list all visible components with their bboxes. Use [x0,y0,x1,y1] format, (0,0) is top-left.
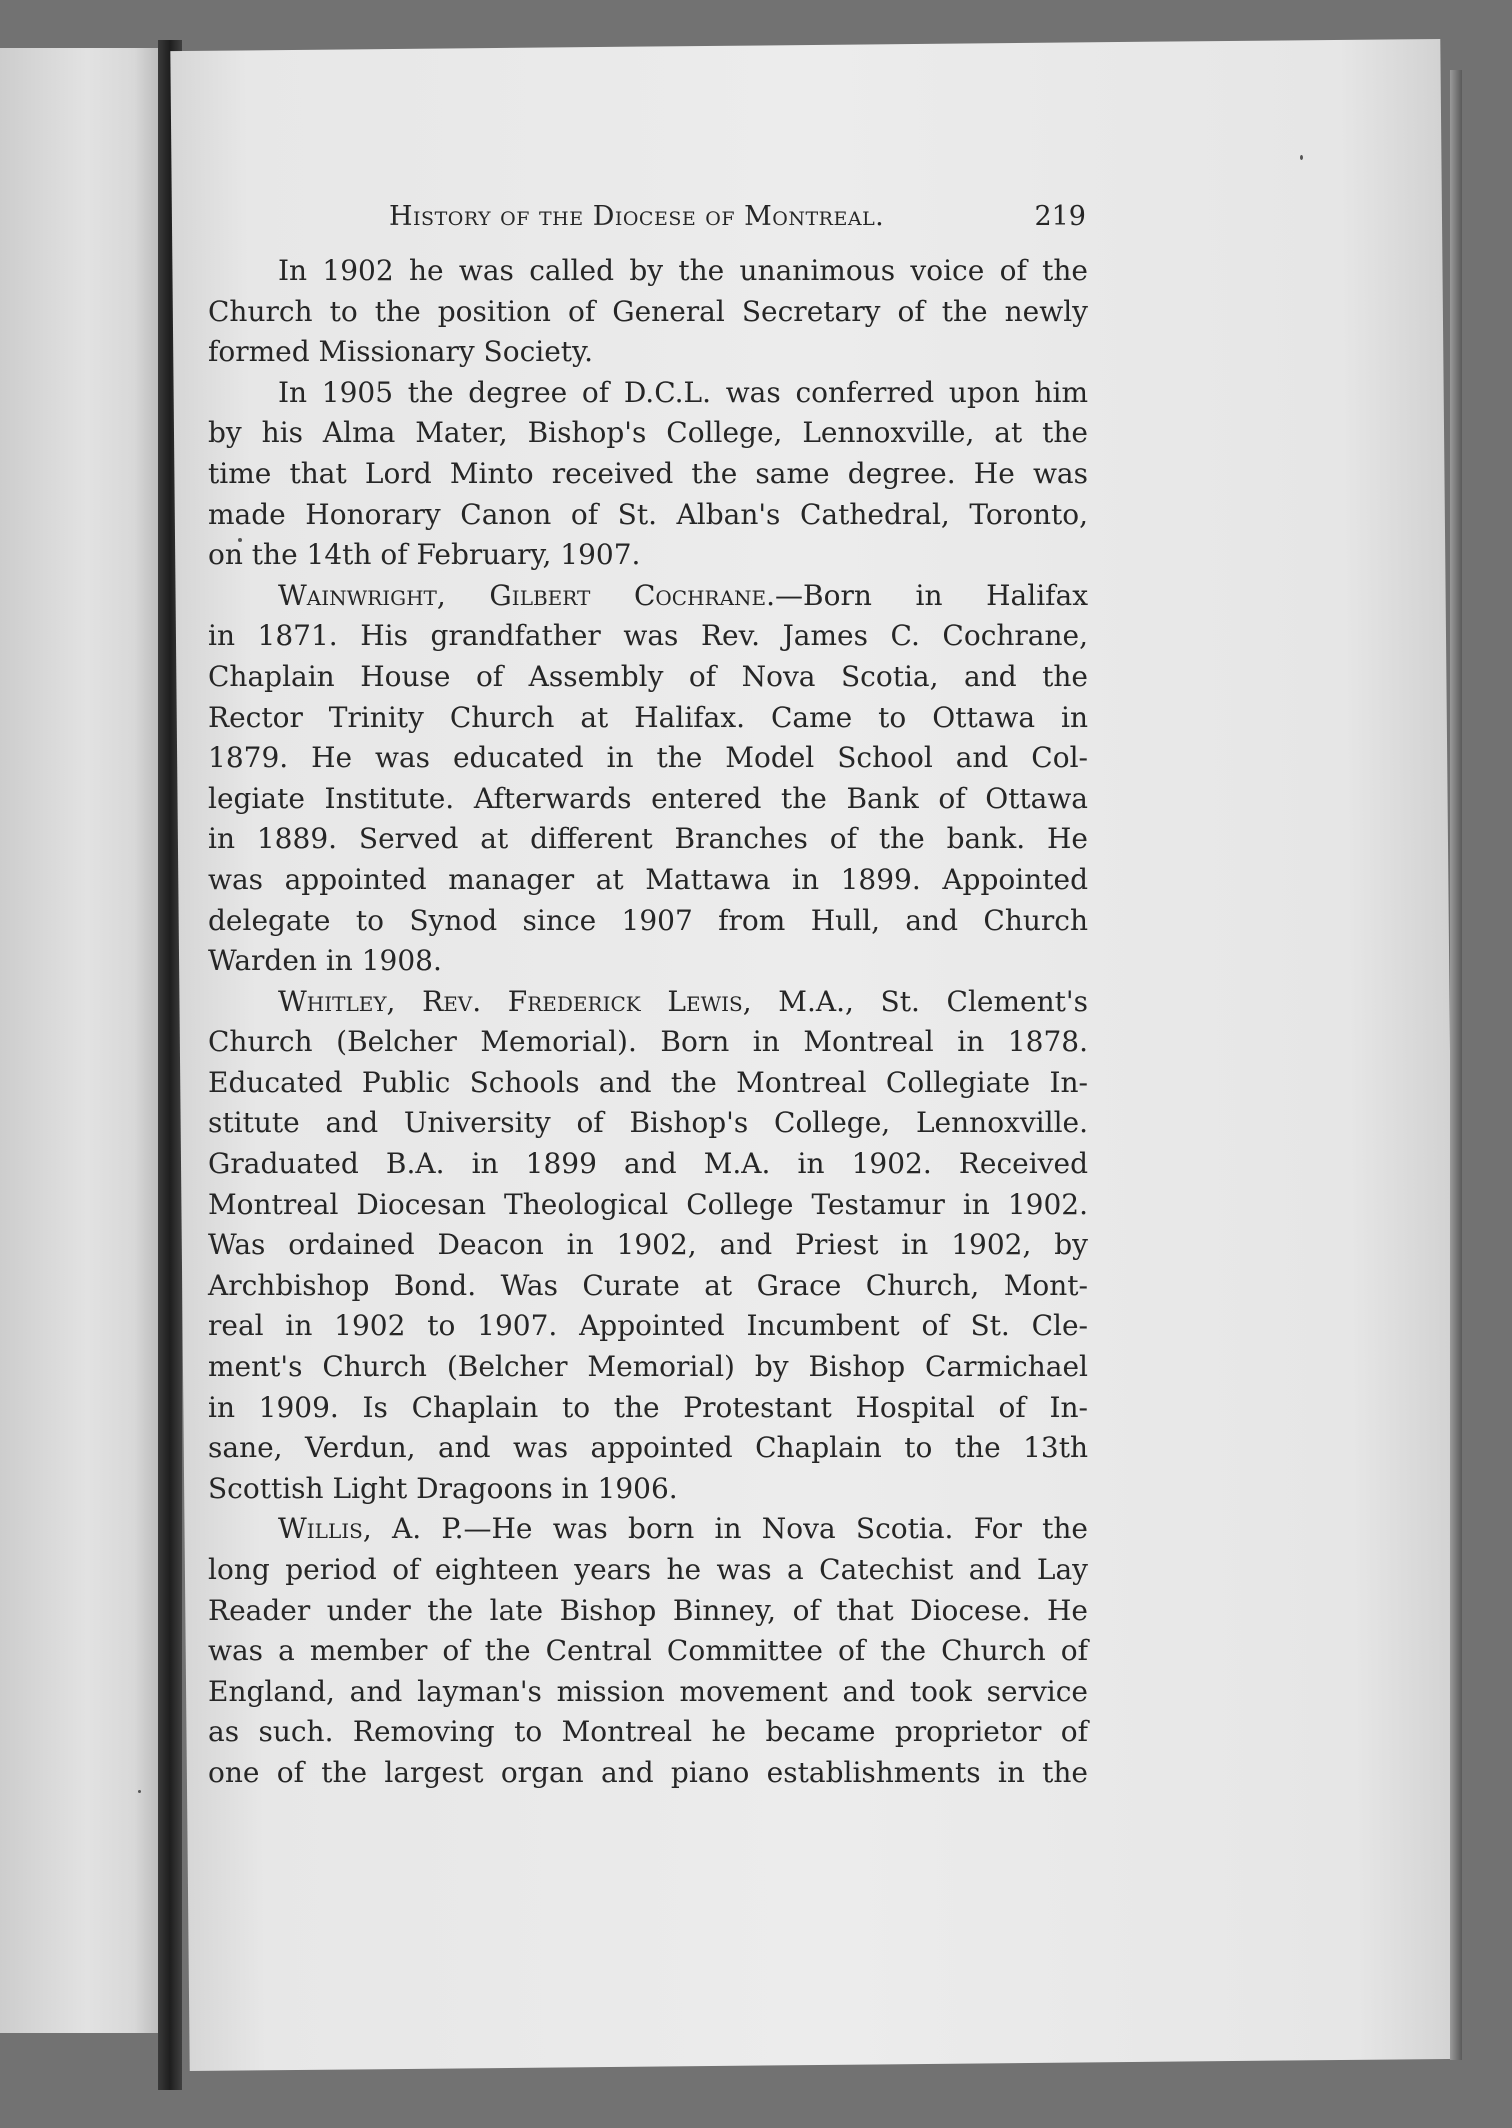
text-line [208,576,1088,617]
text-line: 1879. He was educated in the Model School and Col- [208,741,1088,775]
entry-heading: Whitley, Rev. Frederick Lewis, [278,984,752,1018]
text-line: Rector Trinity Church at Halifax. Came to Ottawa in [208,700,1088,734]
page-text [208,195,1088,1794]
text-line: Montreal Diocesan Theological College Testamur in 1902. [208,1187,1088,1221]
text-line: Educated Public Schools and the Montreal Collegiate In- [208,1065,1088,1099]
text-line: time that Lord Minto received the same degree. He was [208,456,1088,490]
text-line: Reader under the late Bishop Binney, of that Diocese. He [208,1593,1088,1627]
paragraph [208,251,1088,373]
text-line: delegate to Synod since 1907 from Hull, and Church [208,903,1088,937]
text-line: as such. Removing to Montreal he became proprietor of [208,1715,1088,1749]
text-line: In 1905 the degree of D.C.L. was conferred upon him [278,375,1088,409]
text-line: Scottish Light Dragoons in 1906. [208,1471,678,1505]
text-line: Warden in 1908. [208,944,442,978]
text-line [208,1509,1088,1550]
text-line: stitute and University of Bishop's College, Lennoxville. [208,1106,1088,1140]
scan-speck [1300,155,1303,160]
entry-text: —Born in Halifax [775,578,1089,612]
text-line: formed Missionary Society. [208,335,594,369]
page-number: 219 [1034,201,1086,232]
text-line: sane, Verdun, and was appointed Chaplain to the 13th [208,1431,1088,1465]
text-line: In 1902 he was called by the unanimous voice of the [278,254,1088,287]
paragraph [208,373,1088,576]
page-edge-shadow [1450,70,1462,2060]
text-line: on the 14th of February, 1907. [208,538,641,572]
text-line: was appointed manager at Mattawa in 1899. Appointed [208,862,1088,896]
text-line: long period of eighteen years he was a Catechist and Lay [208,1553,1088,1586]
text-line: Archbishop Bond. Was Curate at Grace Church, Mont- [208,1268,1088,1302]
running-head-title: History of the Diocese of Montreal. [389,201,885,232]
entry-text: M.A., St. Clement's [751,984,1088,1018]
text-line: made Honorary Canon of St. Alban's Cathedral, Toronto, [208,497,1088,531]
text-line: in 1889. Served at different Branches of the bank. He [208,822,1088,856]
text-line: in 1871. His grandfather was Rev. James C. Cochrane, [208,619,1088,653]
text-line: real in 1902 to 1907. Appointed Incumbent of St. Cle- [208,1309,1088,1343]
text-line: Was ordained Deacon in 1902, and Priest in 1902, by [208,1228,1088,1262]
text-line: in 1909. Is Chaplain to the Protestant Hospital of In- [208,1390,1088,1424]
biography-entry-wainwright [208,576,1088,982]
biography-entry-willis [208,1509,1088,1793]
text-line: Church to the position of General Secretary of the newly [208,294,1088,328]
entry-heading: Willis, A. P. [278,1512,464,1546]
facing-page-edge [0,48,158,2033]
scan-speck [138,1790,141,1793]
text-line: Chaplain House of Assembly of Nova Scotia, and the [208,659,1088,693]
entry-heading: Wainwright, Gilbert Cochrane. [278,578,776,612]
text-line: Church (Belcher Memorial). Born in Montreal in 1878. [208,1025,1088,1059]
text-line: legiate Institute. Afterwards entered the Bank of Ottawa [208,781,1088,815]
text-line [208,982,1088,1023]
text-line: Graduated B.A. in 1899 and M.A. in 1902. Received [208,1147,1088,1181]
text-line: by his Alma Mater, Bishop's College, Lennoxville, at the [208,416,1088,450]
text-line: ment's Church (Belcher Memorial) by Bishop Carmichael [208,1350,1088,1384]
text-line: England, and layman's mission movement and took service [208,1674,1088,1708]
entry-text: —He was born in Nova Scotia. For the [463,1512,1088,1546]
text-line: was a member of the Central Committee of the Church of [208,1634,1088,1668]
text-line: one of the largest organ and piano establishments in the [208,1755,1088,1789]
biography-entry-whitley [208,982,1088,1510]
running-head [208,195,1088,251]
